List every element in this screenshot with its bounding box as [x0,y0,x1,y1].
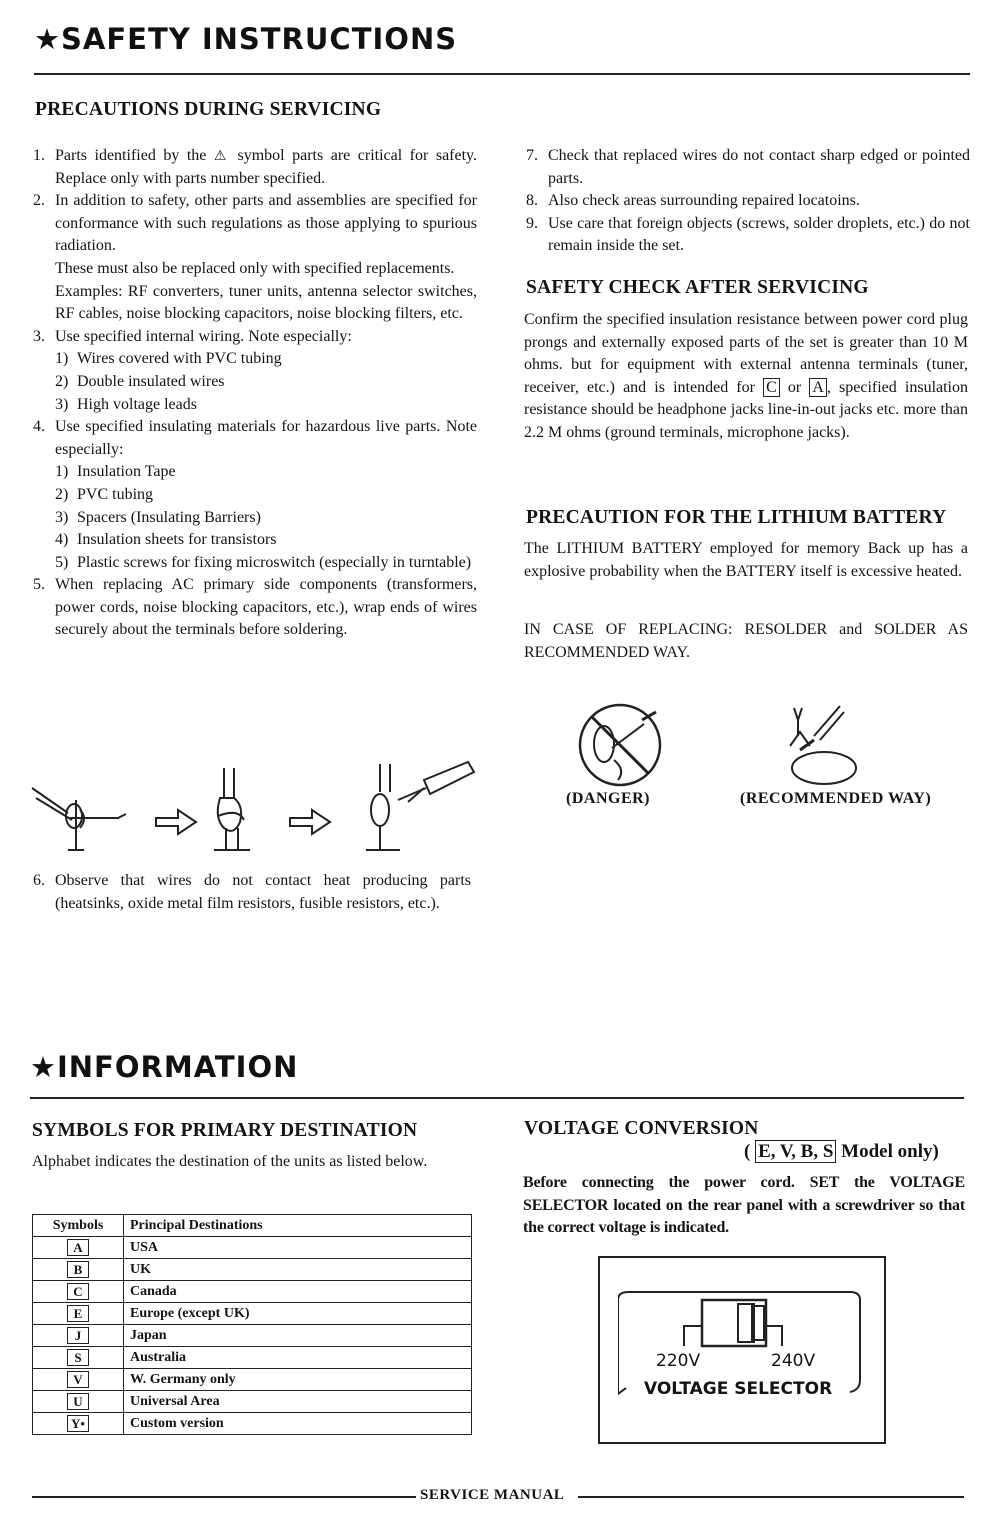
safety-check-heading: SAFETY CHECK AFTER SERVICING [526,277,869,298]
precautions-heading: PRECAUTIONS DURING SERVICING [35,99,382,120]
table-row: Y• Custom version [33,1413,472,1435]
symbol-box: B [67,1261,89,1278]
table-row: C Canada [33,1281,472,1303]
symbols-heading: SYMBOLS FOR PRIMARY DESTINATION [32,1120,418,1141]
list-item: 6. Observe that wires do not contact heat producing parts (heatsinks, oxide metal film resistors, fusible resistors, etc.). [33,872,471,912]
safety-title: ★SAFETY INSTRUCTIONS [34,22,458,56]
list-item: 3. Use specified internal wiring. Note especially: 1) Wires covered with PVC tubing 2) Double insulated wires 3) High voltage leads [33,327,352,413]
footer-rule-right [578,1496,964,1498]
lithium-replace-text: IN CASE OF REPLACING: RESOLDER and SOLDER AS RECOMMENDED WAY. [524,621,968,661]
table-row: S Australia [33,1347,472,1369]
list-item: 9. Use care that foreign objects (screws, solder droplets, etc.) do not remain inside the set. [526,214,970,255]
recommended-way-icon [780,700,860,788]
wire-line [32,788,68,813]
label-240v: 240V [771,1351,816,1371]
information-rule [30,1097,964,1099]
symbol-box: A [67,1239,89,1256]
voltage-models: ( E, V, B, S Model only) [744,1141,939,1162]
precaution-item-6 [33,870,471,915]
symbol-box: E [67,1305,89,1322]
list-item: 8. Also check areas surrounding repaired locatoins. [526,192,860,210]
col-symbols: Symbols [33,1215,124,1237]
safety-check-text: Confirm the specified insulation resistance between power cord plug prongs and externally exposed parts of the set is greater than 10 M ohms. but for equipment with external antenna terminals (tuner, receiver, etc.) and is intended for C or A , specified insulation resistance should be headphone jacks line-in-out jacks etc. more than 2.2 M ohms (ground terminals, microphone jacks). [524,311,969,441]
list-item: 7. Check that replaced wires do not contact sharp edged or pointed parts. [526,147,970,187]
symbols-text: Alphabet indicates the destination of the units as listed below. [32,1153,428,1170]
information-title: ★INFORMATION [30,1050,299,1084]
voltage-heading: VOLTAGE CONVERSION [524,1118,759,1139]
footer-rule-left [32,1496,416,1498]
voltage-selector-label: VOLTAGE SELECTOR [644,1379,833,1399]
list-item: 1. Parts identified by the ⚠ symbol parts are critical for safety. Replace only with parts number specified. [33,147,478,187]
destinations-table [32,1214,472,1435]
recommended-caption: (RECOMMENDED WAY) [740,790,932,807]
lithium-heading: PRECAUTION FOR THE LITHIUM BATTERY [526,507,947,528]
wire-wrap-illustration [28,758,478,858]
lithium-text: The LITHIUM BATTERY employed for memory Back up has a explosive probability when the BATTERY itself is excessive heated. [524,540,968,580]
symbol-box: U [67,1393,89,1410]
table-row: U Universal Area [33,1391,472,1413]
symbol-box-c: C [763,378,780,397]
table-row: J Japan [33,1325,472,1347]
model-box: E, V, B, S [755,1140,836,1163]
col-destinations: Principal Destinations [124,1215,472,1237]
symbol-box: Y• [67,1415,89,1432]
list-item: 4. Use specified insulating materials for hazardous live parts. Note especially: 1) Insulation Tape 2) PVC tubing 3) Spacers (Insulating Barriers) 4) Insulation sheets for transistors 5) Plastic screws for fixing microswitch (especially in turntable) [33,418,477,571]
voltage-text: Before connecting the power cord. SET the VOLTAGE SELECTOR located on the rear panel with a screwdriver so that the correct voltage is indicated. [523,1174,965,1237]
danger-caption: (DANGER) [566,790,650,807]
table-row: A USA [33,1237,472,1259]
table-row: E Europe (except UK) [33,1303,472,1325]
label-220v: 220V [656,1351,701,1371]
title-rule [34,73,970,75]
symbol-box: C [67,1283,89,1300]
symbol-box: J [67,1327,89,1344]
list-item: 2. In addition to safety, other parts and assemblies are specified for conformance with such regulations as those applying to spurious radiation. These must also be replaced only with specified replacements. Examples: RF converters, tuner units, antenna selector switches, RF cables, noise blocking capacitors, noise blocking filters, etc. [33,192,477,323]
precautions-list-right [526,145,970,258]
precautions-list-left [33,145,477,642]
symbol-box-a: A [809,378,827,397]
table-row: V W. Germany only [33,1369,472,1391]
symbol-box: S [67,1349,89,1366]
symbol-box: V [67,1371,89,1388]
danger-icon [570,700,670,790]
footer-label: SERVICE MANUAL [420,1487,565,1503]
warning-triangle-icon: ⚠ [213,148,230,164]
list-item: 5. When replacing AC primary side components (transformers, power cords, noise blocking capacitors, etc.), wrap ends of wires securely about the terminals before soldering. [33,576,477,639]
table-row: B UK [33,1259,472,1281]
